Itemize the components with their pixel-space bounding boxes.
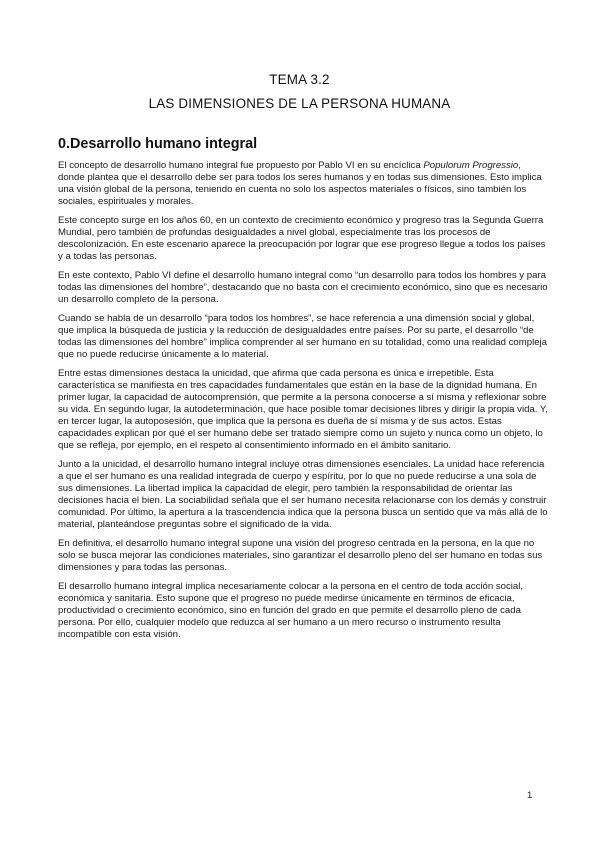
- section-heading: 0.Desarrollo humano integral: [58, 136, 258, 152]
- paragraph-1-text-end: , donde plantea que el desarrollo debe ser para todos los seres humanos y en todas sus dimensiones. Esto implica una visión global de la persona, teniendo en cuenta no solo los aspectos materiales o físicos, sino también los sociales, espirituales y morales.: [58, 160, 542, 207]
- document-subtitle: LAS DIMENSIONES DE LA PERSONA HUMANA: [148, 96, 451, 111]
- encyclical-title: Populorum Progressio: [423, 160, 519, 171]
- paragraph-2: Este concepto surge en los años 60, en un contexto de crecimiento económico y progreso tras la Segunda Guerra Mundial, pero también de profundas desigualdades a nivel global, especialmente tras los procesos de descolonización. En este escenario aparece la preocupación por lograr que ese progreso llegue a todos los países y a todas las personas.: [58, 215, 546, 262]
- document-body: [58, 160, 548, 648]
- paragraph-3: En este contexto, Pablo VI define el desarrollo humano integral como “un desarrollo para todos los hombres y para todas las dimensiones del hombre”, destacando que no basta con el crecimiento económico, sino que es necesario un desarrollo completo de la persona.: [58, 270, 548, 305]
- paragraph-6: Junto a la unicidad, el desarrollo humano integral incluye otras dimensiones esenciales. La unidad hace referencia a que el ser humano es una realidad integrada de cuerpo y espíritu, por lo que no puede reducirse a una sola de sus dimensiones. La libertad implica la capacidad de elegir, pero también la responsabilidad de orientar las decisiones hacia el bien. La sociabilidad señala que el ser humano necesita relacionarse con los demás y construir comunidad. Por último, la apertura a la trascendencia indica que la persona busca un sentido que va más allá de lo material, planteándose preguntas sobre el significado de la vida.: [58, 459, 548, 530]
- paragraph-1-text-start: El concepto de desarrollo humano integral fue propuesto por Pablo VI en su encíclica: [58, 160, 424, 171]
- page-number: 1: [527, 790, 533, 801]
- paragraph-8: El desarrollo humano integral implica necesariamente colocar a la persona en el centro de toda acción social, económica y sanitaria. Esto supone que el progreso no puede medirse únicamente en términos de eficacia, productividad o crecimiento económico, sino en función del grado en que permite el desarrollo pleno de cada persona. Por ello, cualquier modelo que reduzca al ser humano a un mero recurso o instrumento resulta incompatible con esta visión.: [58, 581, 524, 640]
- document-title: TEMA 3.2: [269, 72, 330, 87]
- paragraph-1: [58, 160, 548, 208]
- paragraph-5: Entre estas dimensiones destaca la unicidad, que afirma que cada persona es única e irrepetible. Esta característica se manifiesta en tres capacidades fundamentales que están en la base de la dignidad humana. En primer lugar, la capacidad de autocomprensión, que permite a la persona conocerse a sí misma y reflexionar sobre su vida. En segundo lugar, la autodeterminación, que hace posible tomar decisiones libres y dirigir la propia vida. Y, en tercer lugar, la autoposesión, que implica que la persona es dueña de sí misma y de sus actos. Estas capacidades explican por qué el ser humano debe ser tratado siempre como un sujeto y nunca como un objeto, lo que se refleja, por ejemplo, en el respeto al consentimiento informado en el ámbito sanitario.: [58, 368, 548, 451]
- paragraph-4: Cuando se habla de un desarrollo “para todos los hombres”, se hace referencia a una dimensión social y global, que implica la búsqueda de justicia y la reducción de desigualdades entre países. Por su parte, el desarrollo “de todas las dimensiones del hombre” implica comprender al ser humano en su totalidad, como una realidad compleja que no puede reducirse únicamente a lo material.: [58, 313, 548, 360]
- paragraph-7: En definitiva, el desarrollo humano integral supone una visión del progreso centrada en la persona, en la que no solo se busca mejorar las condiciones materiales, sino garantizar el desarrollo pleno del ser humano en todas sus dimensiones y para todas las personas.: [58, 538, 543, 573]
